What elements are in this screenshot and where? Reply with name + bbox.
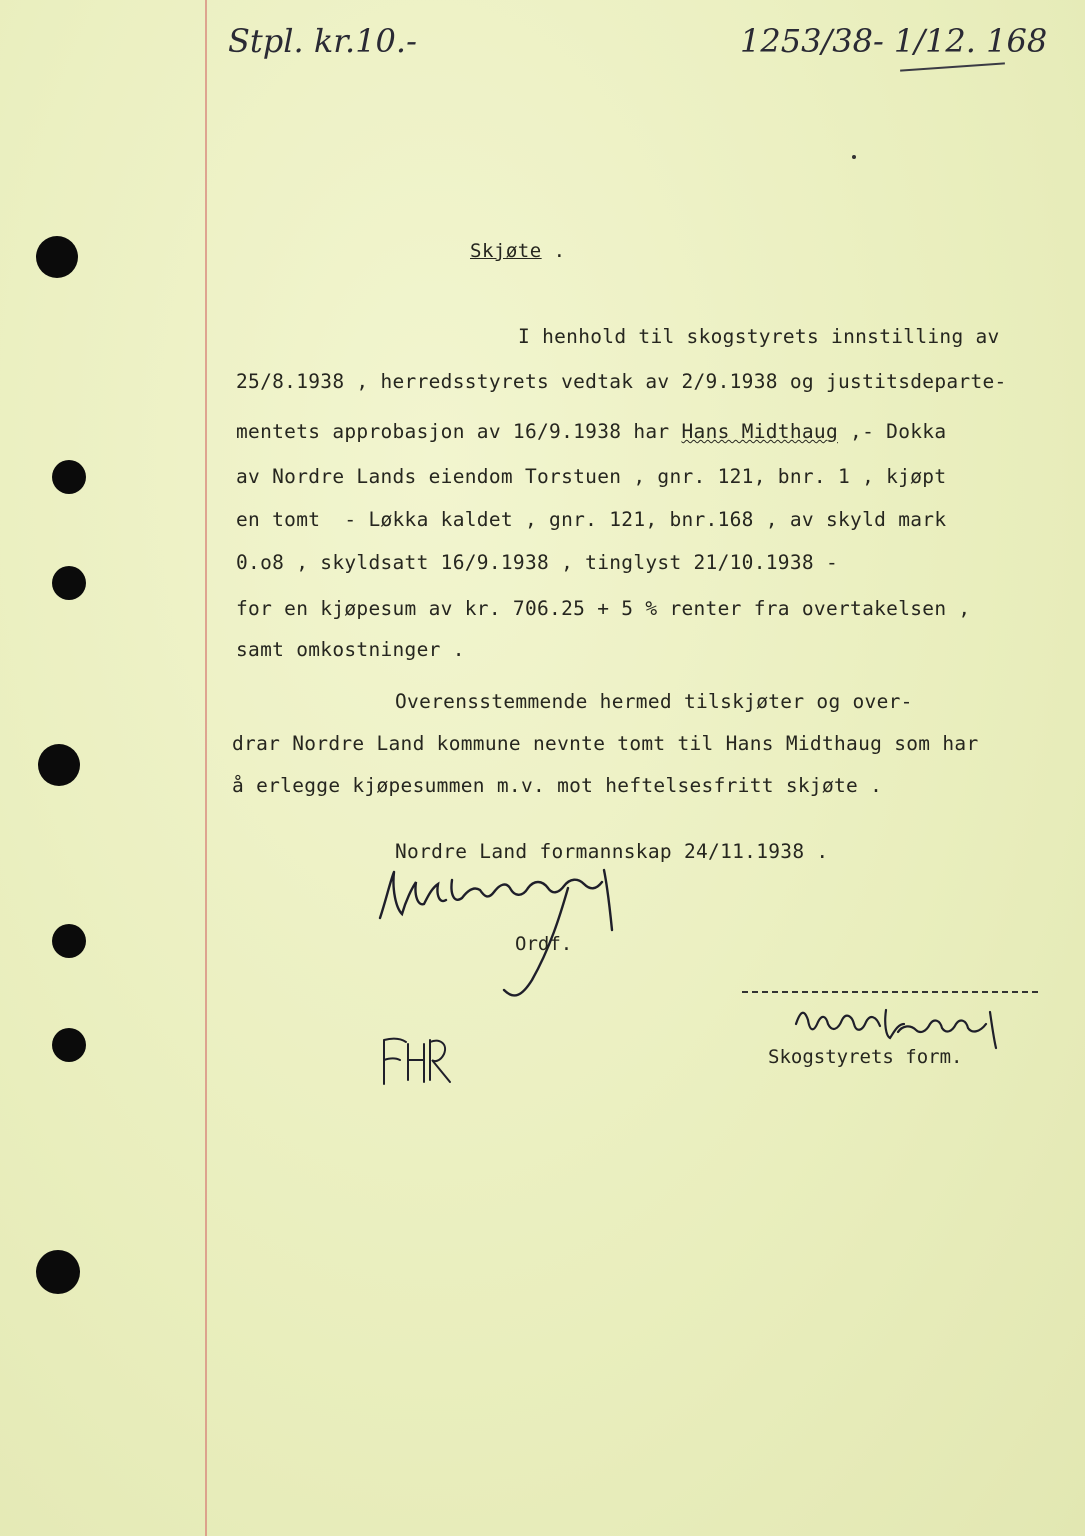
initials-mark <box>378 1030 458 1090</box>
text-line: I henhold til skogstyrets innstilling av <box>518 325 1000 348</box>
chairman-role: Ordf. <box>515 933 573 955</box>
forest-board-role: Skogstyrets form. <box>768 1046 963 1068</box>
text-segment: mentets approbasjon av 16/9.1938 har <box>236 420 682 443</box>
punch-hole-1 <box>36 236 78 278</box>
title-text: Skjøte <box>470 240 542 262</box>
signature-chairman <box>372 860 632 1000</box>
punch-hole-2 <box>52 460 86 494</box>
ink-dot <box>852 155 856 159</box>
place-date: Nordre Land formannskap 24/11.1938 . <box>395 840 829 863</box>
registration-underline <box>900 62 1005 71</box>
text-line: av Nordre Lands eiendom Torstuen , gnr. 121, bnr. 1 , kjøpt <box>236 465 947 488</box>
registration-number: 1253/38- 1/12. 168 <box>740 22 1048 60</box>
punch-hole-6 <box>52 1028 86 1062</box>
text-line: Overensstemmende hermed tilskjøter og over- <box>395 690 913 713</box>
text-line: drar Nordre Land kommune nevnte tomt til Hans Midthaug som har <box>232 732 979 755</box>
punch-hole-4 <box>38 744 80 786</box>
text-line: 0.o8 , skyldsatt 16/9.1938 , tinglyst 21/10.1938 - <box>236 551 838 574</box>
text-line: å erlegge kjøpesummen m.v. mot heftelsesfritt skjøte . <box>232 774 883 797</box>
buyer-name: Hans Midthaug <box>681 420 839 443</box>
document-title <box>470 240 566 262</box>
text-line: 25/8.1938 , herredsstyrets vedtak av 2/9.1938 og justitsdeparte- <box>236 370 1007 393</box>
margin-rule <box>205 0 207 1536</box>
text-line-buyer <box>236 420 946 443</box>
signature-forest-board <box>790 1002 1020 1052</box>
title-suffix: . <box>553 240 566 262</box>
signature-line <box>742 991 1038 993</box>
text-line: samt omkostninger . <box>236 638 465 661</box>
punch-hole-3 <box>52 566 86 600</box>
text-segment: ,- Dokka <box>838 420 947 443</box>
stamp-note: Stpl. kr.10.- <box>228 22 417 60</box>
text-line: en tomt - Løkka kaldet , gnr. 121, bnr.168 , av skyld mark <box>236 508 947 531</box>
punch-hole-7 <box>36 1250 80 1294</box>
punch-hole-5 <box>52 924 86 958</box>
text-line: for en kjøpesum av kr. 706.25 + 5 % renter fra overtakelsen , <box>236 597 971 620</box>
